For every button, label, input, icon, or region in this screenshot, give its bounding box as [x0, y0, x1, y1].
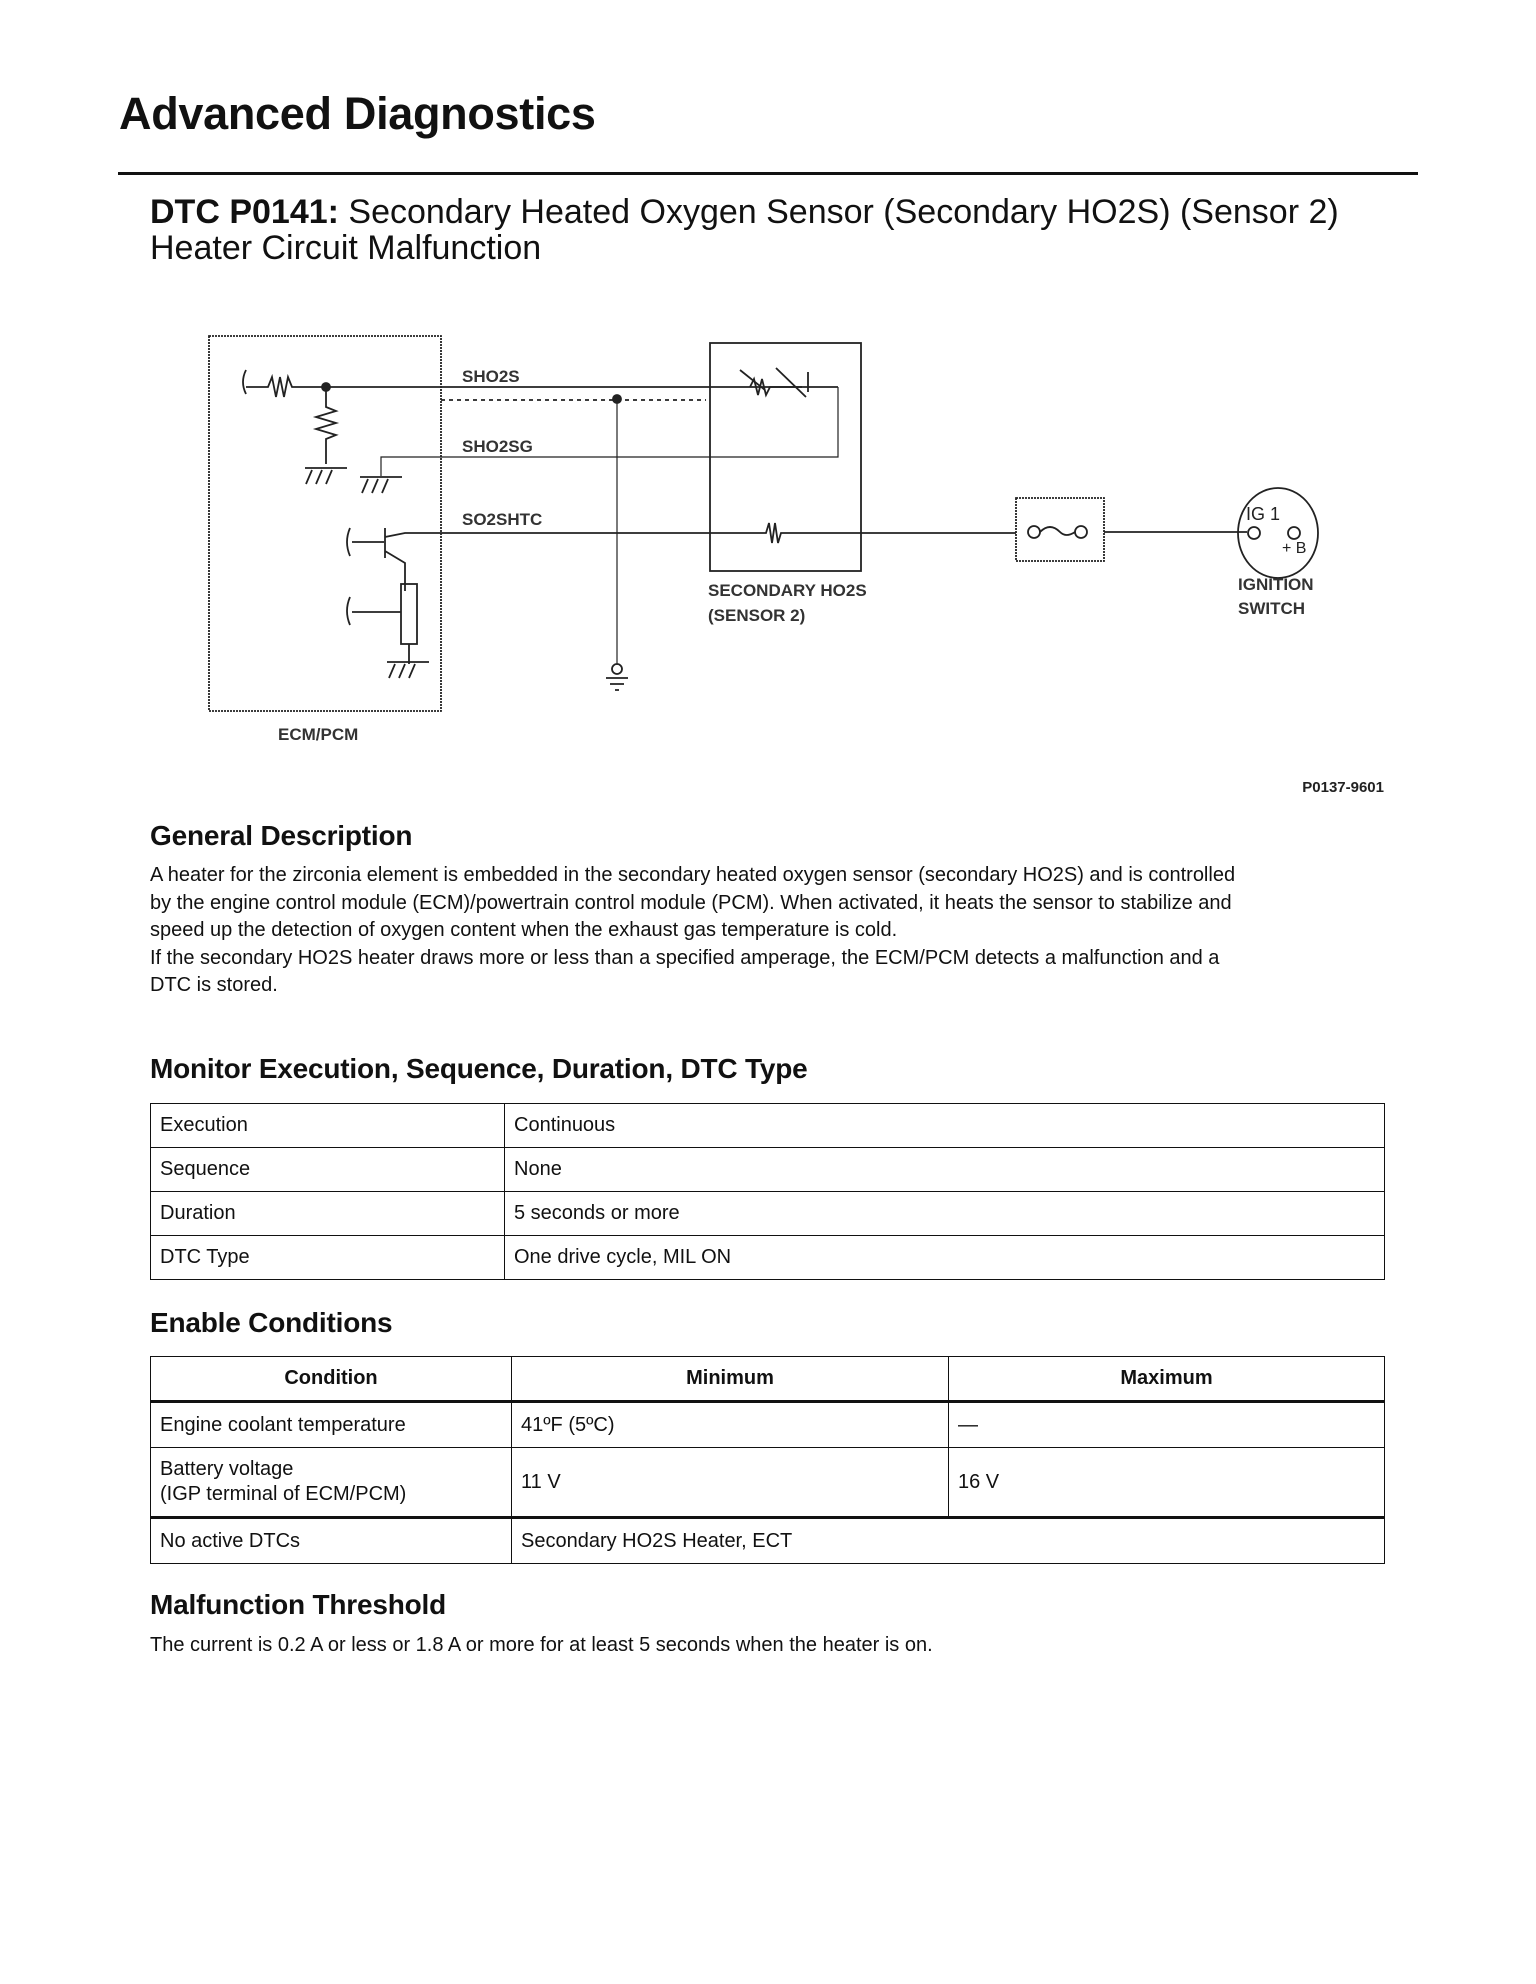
wire-so2shtc [710, 523, 1016, 543]
maximum-cell: — [949, 1402, 1385, 1448]
ground-icon [360, 477, 402, 493]
table-row [151, 1192, 1385, 1236]
row-value: Continuous [505, 1104, 1385, 1148]
maximum-cell: 16 V [949, 1448, 1385, 1518]
dtc-title-text: Secondary Heated Oxygen Sensor (Secondary HO2S) (Sensor 2) [348, 193, 1339, 231]
page-title: Advanced Diagnostics [119, 88, 596, 139]
row-label: DTC Type [151, 1236, 505, 1280]
row-label: Execution [151, 1104, 505, 1148]
paragraph-line: DTC is stored. [150, 974, 278, 996]
row-value: 5 seconds or more [505, 1192, 1385, 1236]
enable-conditions-table [150, 1356, 1385, 1564]
general-description-text [150, 862, 1390, 1000]
paragraph-line: A heater for the zirconia element is embedded in the secondary heated oxygen sensor (secondary HO2S) and is controlled [150, 864, 1236, 886]
wire-label-sho2sg: SHO2SG [462, 437, 533, 456]
row-label: Duration [151, 1192, 505, 1236]
ecm-label: ECM/PCM [278, 725, 359, 744]
column-header: Maximum [949, 1357, 1385, 1402]
dtc-title-line-2: Heater Circuit Malfunction [150, 229, 542, 267]
condition-line: (IGP terminal of ECM/PCM) [160, 1483, 407, 1505]
monitor-heading: Monitor Execution, Sequence, Duration, DTC Type [150, 1053, 808, 1084]
minimum-cell: 11 V [512, 1448, 949, 1518]
row-value: One drive cycle, MIL ON [505, 1236, 1385, 1280]
enable-conditions-heading: Enable Conditions [150, 1307, 393, 1338]
transistor-icon [347, 528, 710, 678]
ignition-switch-icon [1238, 488, 1318, 578]
wire-label-so2shtc: SO2SHTC [462, 510, 543, 529]
monitor-table [150, 1103, 1385, 1280]
condition-line: Battery voltage [160, 1458, 294, 1480]
condition-cell: No active DTCs [151, 1518, 512, 1564]
column-header: Condition [151, 1357, 512, 1402]
value-cell: Secondary HO2S Heater, ECT [512, 1518, 1385, 1564]
figure-id: P0137-9601 [1302, 779, 1384, 796]
sensor-element-icon [740, 368, 808, 397]
paragraph-line: If the secondary HO2S heater draws more or less than a specified amperage, the ECM/PCM detects a malfunction and a [150, 946, 1220, 969]
malfunction-threshold-text: The current is 0.2 A or less or 1.8 A or more for at least 5 seconds when the heater is on. [150, 1634, 933, 1656]
circuit-diagram [0, 0, 1536, 820]
paragraph-line: by the engine control module (ECM)/powertrain control module (PCM). When activated, it heats the sensor to stabilize and [150, 891, 1232, 914]
table-row [151, 1448, 1385, 1518]
table-row [151, 1148, 1385, 1192]
wire-label-sho2s: SHO2S [462, 367, 520, 386]
table-row [151, 1518, 1385, 1564]
switch-ig1-label: IG 1 [1246, 504, 1281, 524]
condition-cell [151, 1448, 512, 1518]
general-description-heading: General Description [150, 820, 413, 851]
pulldown-resistor-icon [316, 387, 336, 464]
fuse-icon [1028, 526, 1087, 538]
switch-label-1: IGNITION [1238, 575, 1314, 594]
sensor-label-2: (SENSOR 2) [708, 606, 806, 625]
table-row [151, 1104, 1385, 1148]
condition-cell: Engine coolant temperature [151, 1402, 512, 1448]
chassis-ground-icon [606, 664, 628, 690]
table-header-row [151, 1357, 1385, 1402]
table-row [151, 1236, 1385, 1280]
switch-b-label: + B [1282, 540, 1307, 557]
malfunction-threshold-heading: Malfunction Threshold [150, 1589, 447, 1620]
paragraph-line: speed up the detection of oxygen content when the exhaust gas temperature is cold. [150, 919, 898, 941]
ground-icon [305, 468, 347, 484]
sensor-label-1: SECONDARY HO2S [708, 581, 867, 600]
ecm-input-resistor-icon [243, 370, 327, 397]
column-header: Minimum [512, 1357, 949, 1402]
table-row [151, 1402, 1385, 1448]
dtc-code: DTC P0141: [150, 193, 339, 231]
switch-label-2: SWITCH [1238, 599, 1306, 618]
ecm-box [209, 336, 441, 711]
minimum-cell: 41ºF (5ºC) [512, 1402, 949, 1448]
row-value: None [505, 1148, 1385, 1192]
row-label: Sequence [151, 1148, 505, 1192]
